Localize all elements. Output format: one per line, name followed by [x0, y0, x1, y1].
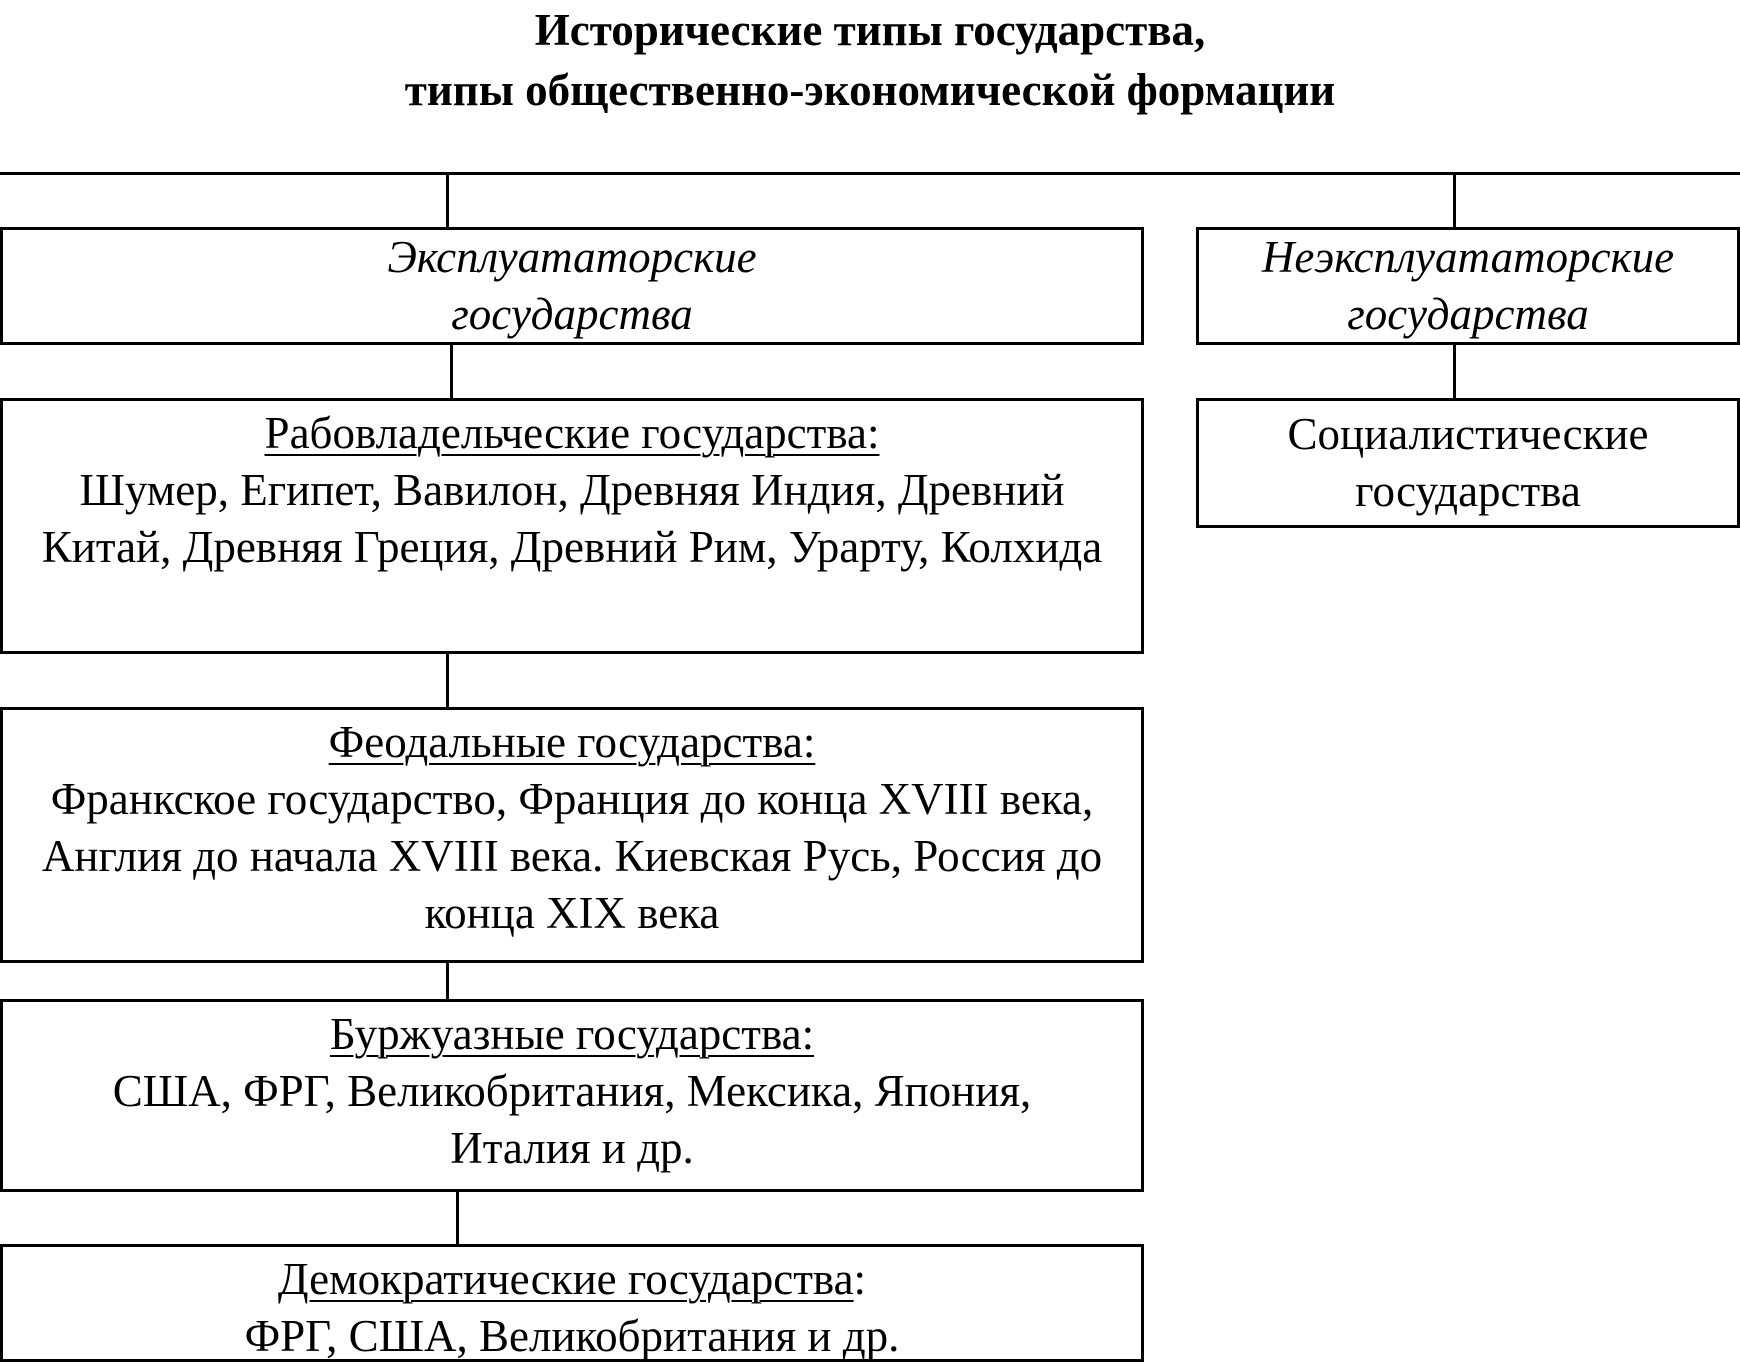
democratic-header-colon: : — [853, 1254, 867, 1304]
diagram-title — [0, 0, 1740, 120]
feudal-states-box — [0, 707, 1144, 963]
top-horizontal-line — [0, 172, 1740, 175]
slave-states-box — [0, 398, 1144, 654]
connector-feudal-bourgeois — [446, 962, 449, 1001]
non-exploitative-line-1: Неэксплуататорские — [1261, 232, 1675, 282]
exploitative-line-1: Эксплуататорские — [387, 232, 757, 282]
democratic-states-box — [0, 1244, 1144, 1362]
connector-bourgeois-democratic — [456, 1190, 459, 1246]
bourgeois-states-header: Буржуазные государства: — [329, 1009, 815, 1059]
bourgeois-states-box — [0, 999, 1144, 1192]
title-line-2: типы общественно-экономической формации — [404, 65, 1336, 115]
slave-states-header: Рабовладельческие государства: — [264, 408, 880, 458]
exploitative-line-2: государства — [451, 289, 693, 339]
socialist-states-box — [1196, 398, 1740, 528]
democratic-states-list: ФРГ, США, Великобритания и др. — [244, 1311, 900, 1361]
title-line-1: Исторические типы государства, — [534, 5, 1206, 55]
feudal-states-list: Франкское государство, Франция до конца XVIII века, Англия до начала XVIII века. Киевская Русь, Россия до конца XIX века — [41, 774, 1103, 938]
socialist-line-2: государства — [1355, 466, 1581, 516]
exploitative-states-box — [0, 227, 1144, 345]
connector-top-right — [1453, 172, 1456, 227]
feudal-states-header: Феодальные государства: — [328, 717, 816, 767]
democratic-states-header: Демократические государства — [277, 1254, 854, 1304]
connector-nonexploitative-socialist — [1453, 344, 1456, 399]
connector-exploitative-slave — [450, 344, 453, 399]
non-exploitative-line-2: государства — [1347, 289, 1589, 339]
bourgeois-states-list: США, ФРГ, Великобритания, Мексика, Япония, Италия и др. — [112, 1066, 1032, 1173]
connector-top-left — [446, 172, 449, 227]
non-exploitative-states-box — [1196, 227, 1740, 345]
connector-slave-feudal — [446, 652, 449, 708]
socialist-line-1: Социалистические — [1287, 409, 1649, 459]
slave-states-list: Шумер, Египет, Вавилон, Древняя Индия, Древний Китай, Древняя Греция, Древний Рим, Урарту, Колхида — [41, 465, 1103, 572]
